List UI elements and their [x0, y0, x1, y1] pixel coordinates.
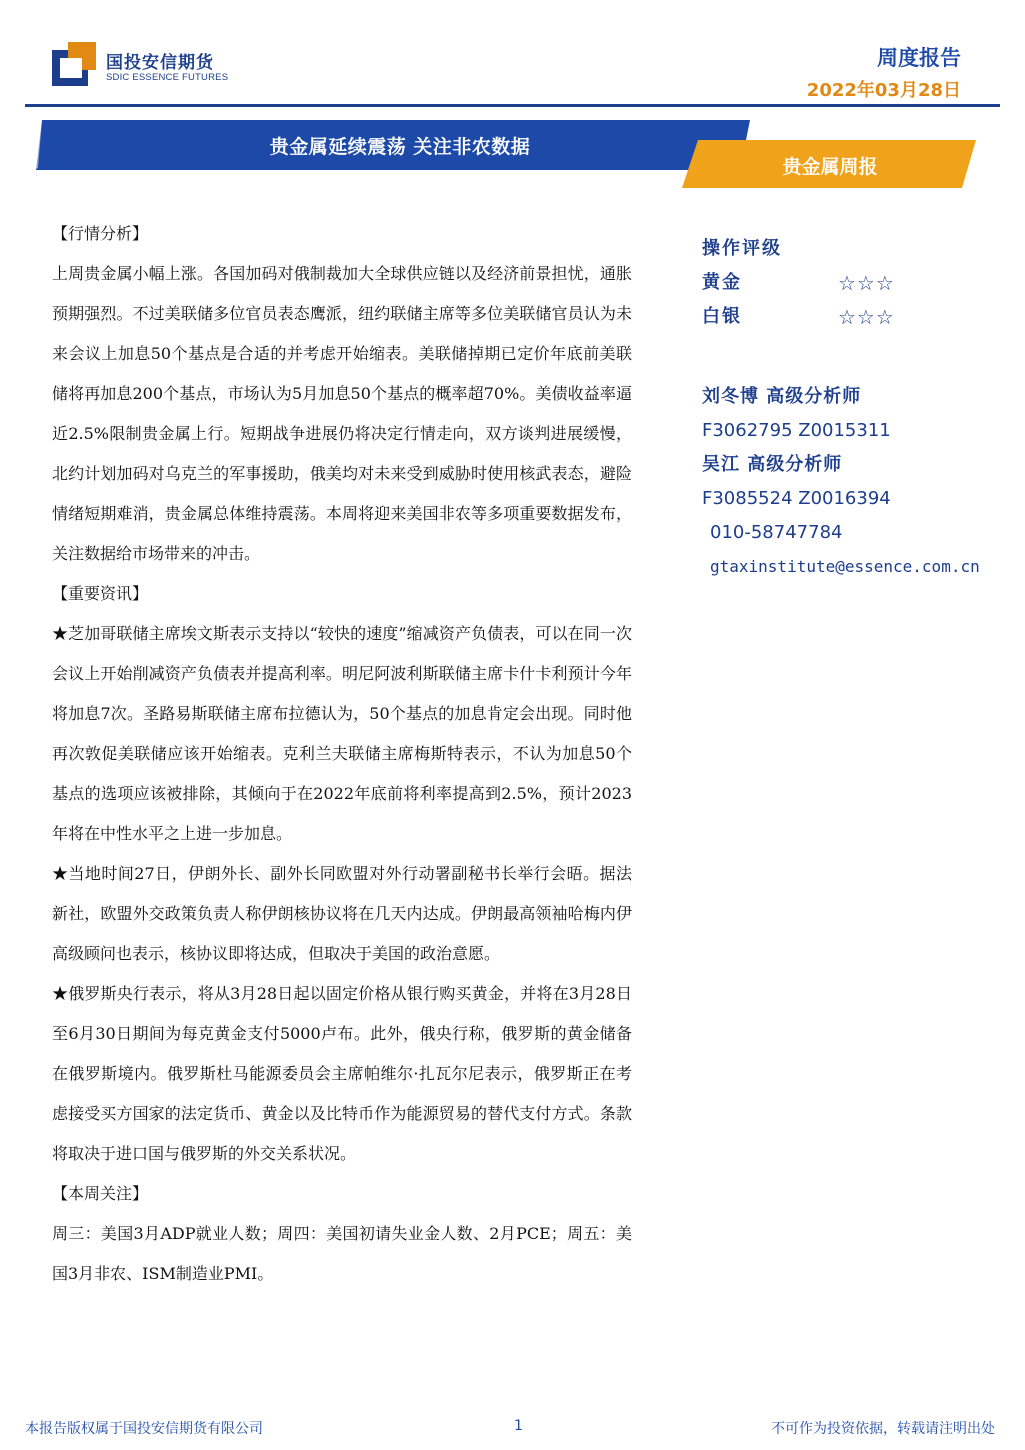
logo-mark-icon — [52, 42, 96, 86]
main-content — [52, 214, 632, 1294]
rating-name: 白银 — [702, 306, 742, 327]
star-rating-icon: ☆☆☆ — [838, 271, 895, 295]
sidebar — [702, 232, 1025, 584]
news-item: ★芝加哥联储主席埃文斯表示支持以“较快的速度”缩减资产负债表，可以在同一次会议上开始削减资产负债表并提高利率。明尼阿波利斯联储主席卡什卡利预计今年将加息7次。圣路易斯联储主席布拉德认为，50个基点的加息肯定会出现。同时他再次敦促美联储应该开始缩表。克利兰夫联储主席梅斯特表示，不认为加息50个基点的选项应该被排除，其倾向于在2022年底前将利率提高到2.5%，预计2023年将在中性水平之上进一步加息。 — [52, 624, 632, 843]
header-divider — [25, 104, 1000, 107]
week-focus-text: 周三：美国3月ADP就业人数；周四：美国初请失业金人数、2月PCE；周五：美国3月非农、ISM制造业PMI。 — [52, 1224, 632, 1283]
page-footer — [0, 1418, 1025, 1440]
news-item: ★当地时间27日，伊朗外长、副外长同欧盟对外行动署副秘书长举行会晤。据法新社，欧盟外交政策负责人称伊朗核协议将在几天内达成。伊朗最高领袖哈梅内伊高级顾问也表示，核协议即将达成，但取决于美国的政治意愿。 — [52, 864, 632, 963]
rating-heading: 操作评级 — [702, 238, 782, 259]
section-title-news: 【重要资讯】 — [52, 584, 149, 603]
analyst-name: 刘冬博 高级分析师 — [702, 386, 862, 407]
report-category-tag: 贵金属周报 — [782, 156, 878, 178]
title-banner — [0, 120, 1025, 190]
analyst-license: F3062795 Z0015311 — [702, 420, 891, 441]
star-rating-icon: ☆☆☆ — [838, 305, 895, 329]
rating-row-gold — [702, 266, 1025, 300]
company-name-cn: 国投安信期货 — [106, 53, 214, 73]
section-title-market: 【行情分析】 — [52, 224, 149, 243]
footer-disclaimer: 不可作为投资依据，转载请注明出处 — [771, 1421, 995, 1437]
footer-copyright: 本报告版权属于国投安信期货有限公司 — [25, 1421, 263, 1437]
company-logo — [52, 42, 252, 90]
contact-email[interactable]: gtaxinstitute@essence.com.cn — [710, 557, 980, 576]
news-item: ★俄罗斯央行表示，将从3月28日起以固定价格从银行购买黄金，并将在3月28日至6月30日期间为每克黄金支付5000卢布。此外，俄央行称，俄罗斯的黄金储备在俄罗斯境内。俄罗斯杜马能源委员会主席帕维尔·扎瓦尔尼表示，俄罗斯正在考虑接受买方国家的法定货币、黄金以及比特币作为能源贸易的替代支付方式。条款将取决于进口国与俄罗斯的外交关系状况。 — [52, 984, 632, 1163]
market-analysis-text: 上周贵金属小幅上涨。各国加码对俄制裁加大全球供应链以及经济前景担忧，通胀预期强烈。不过美联储多位官员表态鹰派，纽约联储主席等多位美联储官员认为未来会议上加息50个基点是合适的并考虑开始缩表。美联储掉期已定价年底前美联储将再加息200个基点，市场认为5月加息50个基点的概率超70%。美债收益率逼近2.5%限制贵金属上行。短期战争进展仍将决定行情走向，双方谈判进展缓慢，北约计划加码对乌克兰的军事援助，俄美均对未来受到威胁时使用核武表态，避险情绪短期难消，贵金属总体维持震荡。本周将迎来美国非农等多项重要数据发布，关注数据给市场带来的冲击。 — [52, 264, 632, 563]
page-number: 1 — [514, 1418, 523, 1434]
company-name-en: SDIC ESSENCE FUTURES — [106, 72, 229, 83]
report-title: 贵金属延续震荡 关注非农数据 — [269, 136, 531, 158]
contact-phone: 010-58747784 — [710, 522, 843, 543]
report-type: 周度报告 — [877, 46, 961, 70]
rating-name: 黄金 — [702, 272, 742, 293]
spacer — [702, 334, 1025, 380]
analyst-name: 吴江 高级分析师 — [702, 454, 843, 475]
rating-row-silver — [702, 300, 1025, 334]
report-date: 2022年03月28日 — [806, 80, 961, 101]
section-title-week: 【本周关注】 — [52, 1184, 149, 1203]
analyst-license: F3085524 Z0016394 — [702, 488, 891, 509]
